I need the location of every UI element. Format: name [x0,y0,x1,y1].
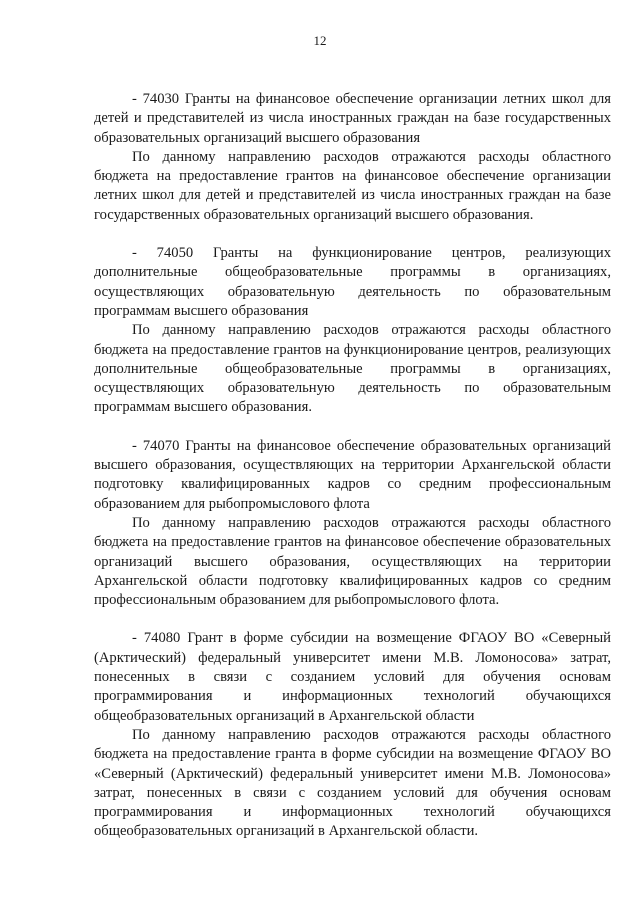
section-body: По данному направлению расходов отражаются расходы областного бюджета на предоставление гранта в форме субсидии на возмещение ФГАОУ ВО «Северный (Арктический) федеральный университет имени М.В. Ломоносова» затрат, понесенных в связи с созданием условий для обучения основам программирования и информационных технологий обучающихся общеобразовательных организаций в Архангельской области. [94,726,611,840]
section-body: По данному направлению расходов отражаются расходы областного бюджета на предоставление грантов на финансовое обеспечение образовательных организаций высшего образования, осуществляющих на территории Архангельской области подготовку квалифицированных кадров со средним профессиональным образованием для рыбопромыслового флота. [94,514,611,609]
section-body: По данному направлению расходов отражаются расходы областного бюджета на предоставление грантов на финансовое обеспечение организации летних школ для детей и представителей из числа иностранных граждан на базе государственных образовательных организаций высшего образования. [94,148,611,223]
section-heading: - 74080 Грант в форме субсидии на возмещение ФГАОУ ВО «Северный (Арктический) федеральный университет имени М.В. Ломоносова» затрат, понесенных в связи с созданием условий для обучения основам программирования и информационных технологий обучающихся общеобразовательных организаций в Архангельской области [94,630,611,724]
section-74070 [94,437,611,611]
section-heading: - 74030 Гранты на финансовое обеспечение организации летних школ для детей и представителей из числа иностранных граждан на базе государственных образовательных организаций высшего образования [94,91,611,146]
page-number: 12 [313,33,327,48]
section-heading: - 74050 Гранты на функционирование центров, реализующих дополнительные общеобразовательные программы в организациях, осуществляющих образовательную деятельность по образовательным программам высшего образования [94,245,611,319]
section-74030 [94,90,611,225]
section-heading: - 74070 Гранты на финансовое обеспечение образовательных организаций высшего образования, осуществляющих на территории Архангельской области подготовку квалифицированных кадров со средним профессиональным образованием для рыбопромыслового флота [94,437,611,512]
section-74050 [94,244,611,418]
section-body: По данному направлению расходов отражаются расходы областного бюджета на предоставление грантов на функционирование центров, реализующих дополнительные общеобразовательные программы в организациях, осуществляющих образовательную деятельность по образовательным программам высшего образования. [94,322,611,416]
section-74080 [94,629,611,841]
document-body [94,90,611,861]
